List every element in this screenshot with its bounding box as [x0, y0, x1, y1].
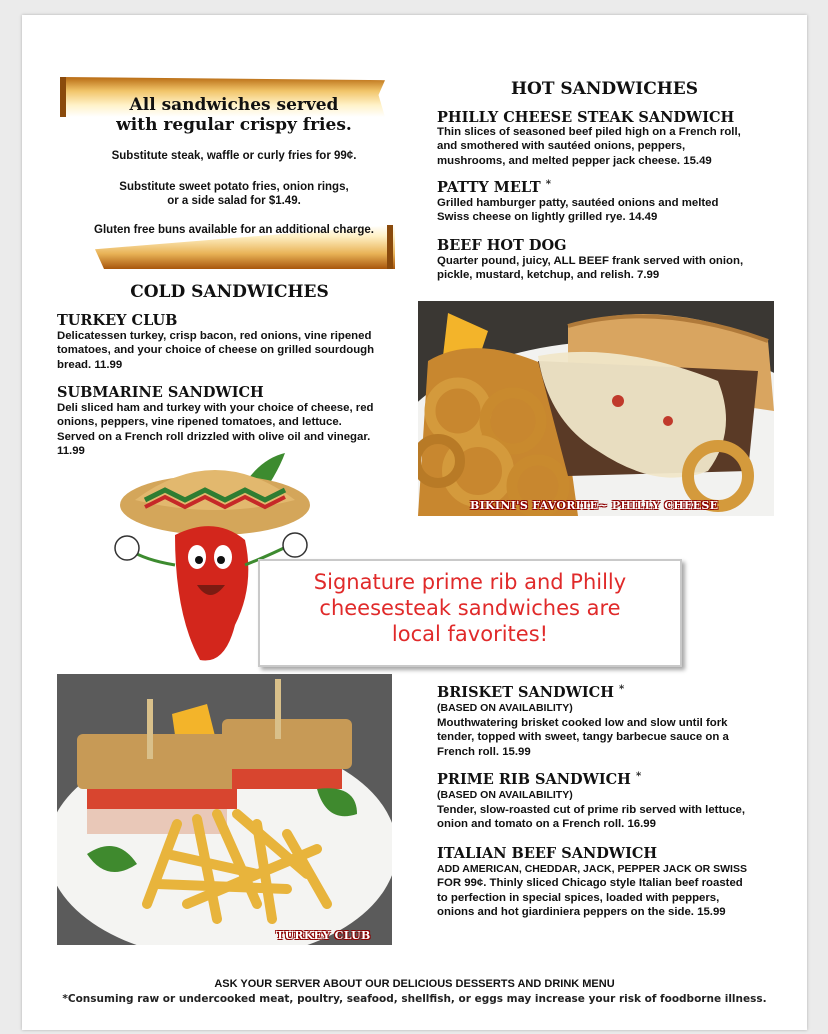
item-name-turkey-club: TURKEY CLUB	[57, 312, 178, 329]
signature-line1: Signature prime rib and Philly	[313, 570, 627, 594]
footer-server-note: ASK YOUR SERVER ABOUT OUR DELICIOUS DESSERTS AND DRINK MENU	[214, 978, 615, 990]
item-desc-prime-rib	[437, 803, 745, 832]
desc-line: Quarter pound, juicy, ALL BEEF frank served with onion,	[437, 255, 744, 267]
item-desc-italian-beef	[437, 862, 747, 919]
item-name-submarine: SUBMARINE SANDWICH	[57, 384, 264, 401]
item-name-prime-rib-text: PRIME RIB SANDWICH	[437, 771, 631, 788]
desc-line: to perfection in special spices, loaded with peppers,	[437, 891, 720, 904]
asterisk-mark: *	[618, 684, 625, 695]
desc-line: French roll. 15.99	[437, 745, 531, 758]
signature-line2: cheesesteak sandwiches are	[319, 596, 621, 620]
hot-sandwiches-heading: HOT SANDWICHES	[510, 79, 699, 99]
desc-line: tender, topped with sweet, tangy barbecue sauce on a	[437, 731, 729, 744]
signature-line3: local favorites!	[391, 622, 549, 646]
item-name-brisket	[437, 684, 624, 701]
desc-line: Thin slices of seasoned beef piled high on a French roll,	[437, 126, 741, 138]
item-name-patty-melt-text: PATTY MELT	[437, 179, 541, 196]
desc-line: onion and tomato on a French roll. 16.99	[437, 818, 656, 831]
desc-line: ADD AMERICAN, CHEDDAR, JACK, PEPPER JACK OR SWISS	[437, 863, 747, 875]
desc-line: bread. 11.99	[57, 358, 123, 371]
item-name-italian-beef: ITALIAN BEEF SANDWICH	[437, 845, 658, 862]
banner-note-sides	[64, 180, 404, 209]
desc-line: onions, peppers, vine ripened tomatoes, and lettuce.	[57, 416, 342, 429]
item-sub-prime-rib: (BASED ON AVAILABILITY)	[437, 789, 573, 801]
desc-line: FOR 99¢. Thinly sliced Chicago style Italian beef roasted	[437, 877, 743, 890]
banner-title	[64, 95, 404, 135]
item-name-patty-melt	[437, 179, 551, 196]
desc-line: mushrooms, and melted pepper jack cheese. 15.49	[437, 154, 712, 167]
desc-line: onions and hot giardiniera peppers on the side. 15.99	[437, 905, 726, 918]
desc-line: Deli sliced ham and turkey with your choice of cheese, red	[57, 402, 374, 414]
item-sub-brisket: (BASED ON AVAILABILITY)	[437, 702, 573, 714]
philly-illustration	[418, 301, 774, 516]
philly-caption: BIKINI'S FAVORITE~ PHILLY CHEESE	[470, 499, 719, 512]
turkey-club-caption: TURKEY CLUB	[276, 929, 371, 942]
item-desc-brisket	[437, 716, 729, 759]
signature-callout	[258, 559, 682, 667]
banner-note-sides-line1: Substitute sweet potato fries, onion rings,	[119, 181, 349, 193]
desc-line: Mouthwatering brisket cooked low and slow until fork	[437, 717, 728, 729]
philly-photo	[418, 301, 774, 516]
item-desc-hot-dog	[437, 254, 743, 283]
desc-line: Served on a French roll drizzled with olive oil and vinegar.	[57, 430, 371, 443]
desc-line: pickle, mustard, ketchup, and relish. 7.99	[437, 269, 660, 282]
cold-sandwiches-heading: COLD SANDWICHES	[130, 282, 329, 302]
item-name-prime-rib	[437, 771, 641, 788]
desc-line: tomatoes, and your choice of cheese on grilled sourdough	[57, 344, 375, 357]
desc-line: Tender, slow-roasted cut of prime rib served with lettuce,	[437, 804, 746, 816]
banner-note-gluten: Gluten free buns available for an additional charge.	[94, 224, 374, 236]
item-desc-patty-melt	[437, 196, 718, 225]
banner-title-line2: with regular crispy fries.	[116, 115, 352, 135]
footer-disclaimer: *Consuming raw or undercooked meat, poultry, seafood, shellfish, or eggs may increase your risk of foodborne illness.	[62, 993, 767, 1005]
item-name-philly: PHILLY CHEESE STEAK SANDWICH	[437, 109, 735, 126]
banner-note-sides-line2: or a side salad for $1.49.	[167, 195, 301, 208]
item-name-hot-dog: BEEF HOT DOG	[437, 237, 567, 254]
asterisk-mark: *	[635, 771, 642, 782]
item-desc-philly	[437, 125, 741, 168]
item-name-brisket-text: BRISKET SANDWICH	[437, 684, 614, 701]
turkey-club-photo	[57, 674, 392, 945]
signature-text	[260, 569, 680, 647]
desc-line: and smothered with sautéed onions, peppers,	[437, 140, 686, 153]
banner-title-line1: All sandwiches served	[129, 95, 339, 115]
desc-line: Delicatessen turkey, crisp bacon, red onions, vine ripened	[57, 330, 372, 342]
desc-line: Grilled hamburger patty, sautéed onions and melted	[437, 197, 719, 209]
asterisk-mark: *	[545, 179, 551, 190]
desc-line: Swiss cheese on lightly grilled rye. 14.49	[437, 211, 658, 224]
item-desc-turkey-club	[57, 329, 374, 372]
banner-note-fries: Substitute steak, waffle or curly fries for 99¢.	[111, 150, 357, 162]
desc-line: 11.99	[57, 444, 85, 457]
turkey-club-illustration	[57, 674, 392, 945]
